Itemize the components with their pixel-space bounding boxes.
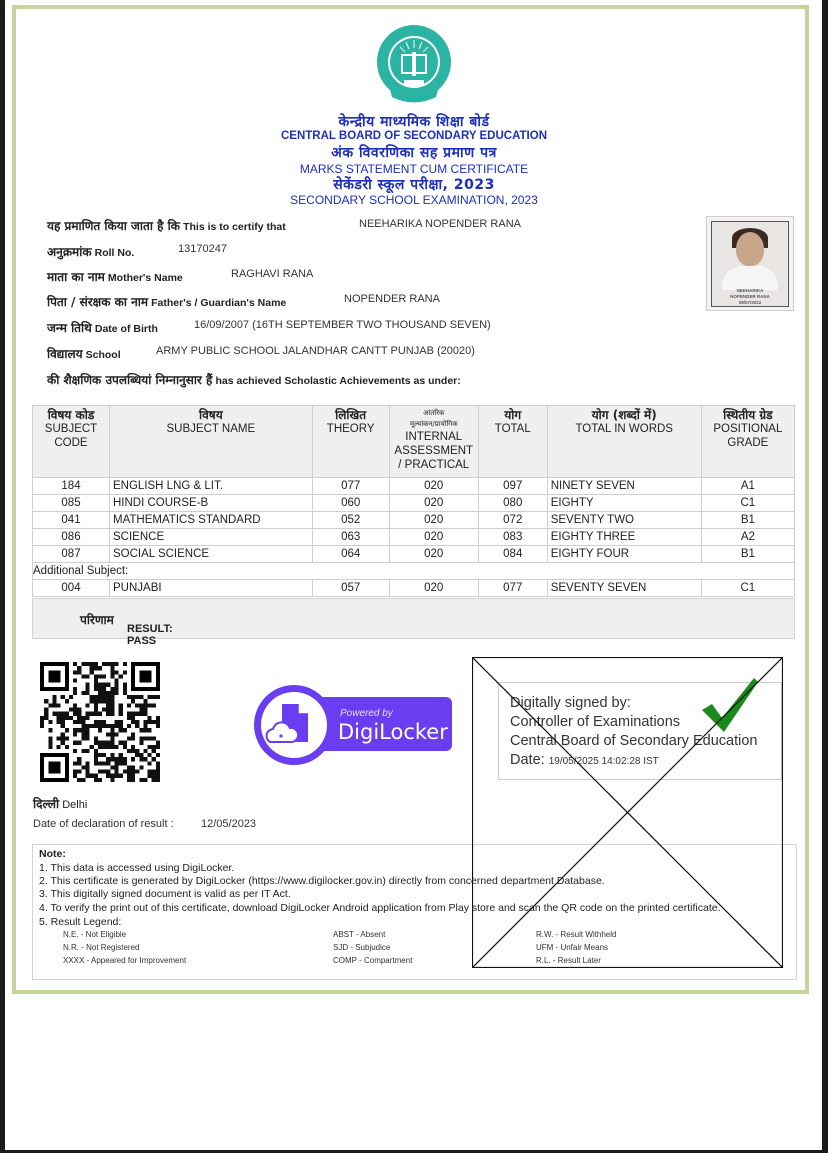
note-item: 5. Result Legend:	[39, 916, 122, 928]
cell-theory: 060	[312, 495, 389, 512]
additional-subject-row	[33, 563, 795, 580]
certify-row: यह प्रमाणित किया जाता है कि This is to certify that NEEHARIKA NOPENDER RANA	[47, 218, 521, 233]
cell-total: 077	[478, 580, 547, 597]
note-item: 3. This digitally signed document is valid as per IT Act.	[39, 888, 291, 900]
cell-code: 086	[33, 529, 110, 546]
cell-internal: 020	[389, 580, 478, 597]
cell-theory: 052	[312, 512, 389, 529]
student-name: NEEHARIKA NOPENDER RANA	[359, 218, 521, 230]
student-photo	[706, 216, 794, 311]
note-item: 1. This data is accessed using DigiLocker.	[39, 862, 235, 874]
legend-item: COMP - Compartment	[333, 956, 413, 965]
table-row	[33, 580, 795, 597]
cell-theory: 077	[312, 478, 389, 495]
father-row: पिता / संरक्षक का नाम Father's / Guardian's Name NOPENDER RANA	[47, 293, 440, 309]
cell-total: 084	[478, 546, 547, 563]
document-title-english: MARKS STATEMENT CUM CERTIFICATE	[299, 162, 529, 176]
cell-code: 041	[33, 512, 110, 529]
cell-words: EIGHTY THREE	[547, 529, 701, 546]
cell-code: 087	[33, 546, 110, 563]
cell-grade: B1	[701, 512, 794, 529]
table-row	[33, 478, 795, 495]
school-row: विद्यालय School ARMY PUBLIC SCHOOL JALANDHAR CANTT PUNJAB (20020)	[47, 345, 475, 361]
cell-internal: 020	[389, 495, 478, 512]
header-subject-code: विषय कोड SUBJECT CODE	[33, 406, 110, 478]
powered-by-text: Powered by	[340, 708, 393, 719]
mother-name: RAGHAVI RANA	[231, 268, 314, 280]
header-internal: आंतरिक मूल्यांकन/प्रायोगिक INTERNAL ASSESSMENT / PRACTICAL	[389, 406, 478, 478]
cell-total: 097	[478, 478, 547, 495]
crossed-box-overlay	[472, 657, 783, 968]
board-name-hindi: केन्द्रीय माध्यमिक शिक्षा बोर्ड	[338, 114, 490, 130]
legend-item: ABST - Absent	[333, 930, 386, 939]
legend-item: UFM - Unfair Means	[536, 943, 609, 952]
cell-name: HINDI COURSE-B	[110, 495, 313, 512]
cell-words: SEVENTY TWO	[547, 512, 701, 529]
header-subject-name: विषय SUBJECT NAME	[110, 406, 313, 478]
cell-words: EIGHTY FOUR	[547, 546, 701, 563]
legend-item: N.R. - Not Registered	[63, 943, 140, 952]
document-title-hindi: अंक विवरणिका सह प्रमाण पत्र	[331, 145, 497, 161]
qr-code-icon[interactable]	[40, 662, 160, 782]
digilocker-badge	[254, 684, 454, 766]
cell-grade: A1	[701, 478, 794, 495]
header-theory: लिखित THEORY	[312, 406, 389, 478]
photo-caption-surname: NOPENDER RANA	[730, 294, 770, 299]
header-grade: स्थितीय ग्रेड POSITIONAL GRADE	[701, 406, 794, 478]
cell-theory: 063	[312, 529, 389, 546]
legend-item: XXXX - Appeared for Improvement	[63, 956, 187, 965]
cell-code: 085	[33, 495, 110, 512]
cell-words: EIGHTY	[547, 495, 701, 512]
cell-internal: 020	[389, 529, 478, 546]
result-text: परिणाम RESULT: PASS	[80, 613, 173, 647]
cell-total: 083	[478, 529, 547, 546]
declaration-date-row: Date of declaration of result : 12/05/2023	[33, 818, 257, 830]
date-of-birth: 16/09/2007 (16TH SEPTEMBER TWO THOUSAND SEVEN)	[194, 319, 491, 331]
cell-internal: 020	[389, 512, 478, 529]
cell-name: PUNJABI	[110, 580, 313, 597]
cell-grade: A2	[701, 529, 794, 546]
table-row	[33, 512, 795, 529]
cell-internal: 020	[389, 546, 478, 563]
cell-grade: C1	[701, 580, 794, 597]
face-image	[736, 232, 764, 266]
cell-words: SEVENTY SEVEN	[547, 580, 701, 597]
roll-row: अनुक्रमांक Roll No. 13170247	[47, 243, 227, 259]
exam-title-english: SECONDARY SCHOOL EXAMINATION, 2023	[290, 193, 538, 207]
cell-internal: 020	[389, 478, 478, 495]
cell-theory: 064	[312, 546, 389, 563]
roll-number: 13170247	[178, 243, 227, 255]
cell-grade: C1	[701, 495, 794, 512]
result-box	[32, 598, 795, 647]
exam-title-hindi: सेकेंडरी स्कूल परीक्षा, 2023	[333, 177, 495, 193]
digital-signature-box[interactable]: Digitally signed by: Controller of Examinations Central Board of Secondary Education Date: 19/05/2025 14:02:28 IST	[498, 682, 782, 780]
table-row	[33, 529, 795, 546]
additional-subject-label: Additional Subject:	[33, 563, 795, 580]
father-name: NOPENDER RANA	[344, 293, 440, 305]
place: दिल्ली Delhi	[33, 797, 88, 811]
cell-grade: B1	[701, 546, 794, 563]
notes-title: Note:	[39, 848, 66, 860]
legend-item: N.E. - Not Eligible	[63, 930, 127, 939]
cell-total: 080	[478, 495, 547, 512]
mother-row: माता का नाम Mother's Name RAGHAVI RANA	[47, 268, 314, 284]
legend-item: R.L. - Result Later	[536, 956, 601, 965]
photo-caption-name: NEEHARIKA	[736, 288, 764, 293]
photo-caption-date: 08/07/2022	[738, 300, 762, 305]
signature-date: 19/05/2025 14:02:28 IST	[548, 756, 659, 767]
digilocker-brand-text: DigiLocker	[338, 720, 448, 744]
cell-code: 004	[33, 580, 110, 597]
cell-code: 184	[33, 478, 110, 495]
table-row	[33, 546, 795, 563]
cell-name: SOCIAL SCIENCE	[110, 546, 313, 563]
board-name-english: CENTRAL BOARD OF SECONDARY EDUCATION	[281, 130, 547, 142]
cell-theory: 057	[312, 580, 389, 597]
dob-row: जन्म तिथि Date of Birth 16/09/2007 (16TH SEPTEMBER TWO THOUSAND SEVEN)	[47, 319, 491, 335]
declaration-date: 12/05/2023	[201, 818, 257, 830]
cell-total: 072	[478, 512, 547, 529]
achieved-row: की शैक्षणिक उपलब्धियां निम्नानुसार हैं has achieved Scholastic Achievements as under:	[47, 373, 461, 387]
note-item: 4. To verify the print out of this certificate, download DigiLocker Android application from Play store and scan the QR code on the printed certificate.	[39, 902, 721, 914]
cell-name: SCIENCE	[110, 529, 313, 546]
marks-table	[32, 405, 795, 597]
table-row	[33, 495, 795, 512]
cell-name: MATHEMATICS STANDARD	[110, 512, 313, 529]
header-total-words: योग (शब्दों में) TOTAL IN WORDS	[547, 406, 701, 478]
cell-words: NINETY SEVEN	[547, 478, 701, 495]
legend-item: R.W. - Result Withheld	[536, 930, 617, 939]
cbse-logo-icon	[376, 22, 452, 108]
header-total: योग TOTAL	[478, 406, 547, 478]
table-header-row	[33, 406, 795, 478]
legend-item: SJD - Subjudice	[333, 943, 391, 952]
cell-name: ENGLISH LNG & LIT.	[110, 478, 313, 495]
note-item: 2. This certificate is generated by DigiLocker (https://www.digilocker.gov.in) directly from concerned department Database.	[39, 875, 605, 887]
school-name: ARMY PUBLIC SCHOOL JALANDHAR CANTT PUNJAB (20020)	[156, 345, 475, 357]
